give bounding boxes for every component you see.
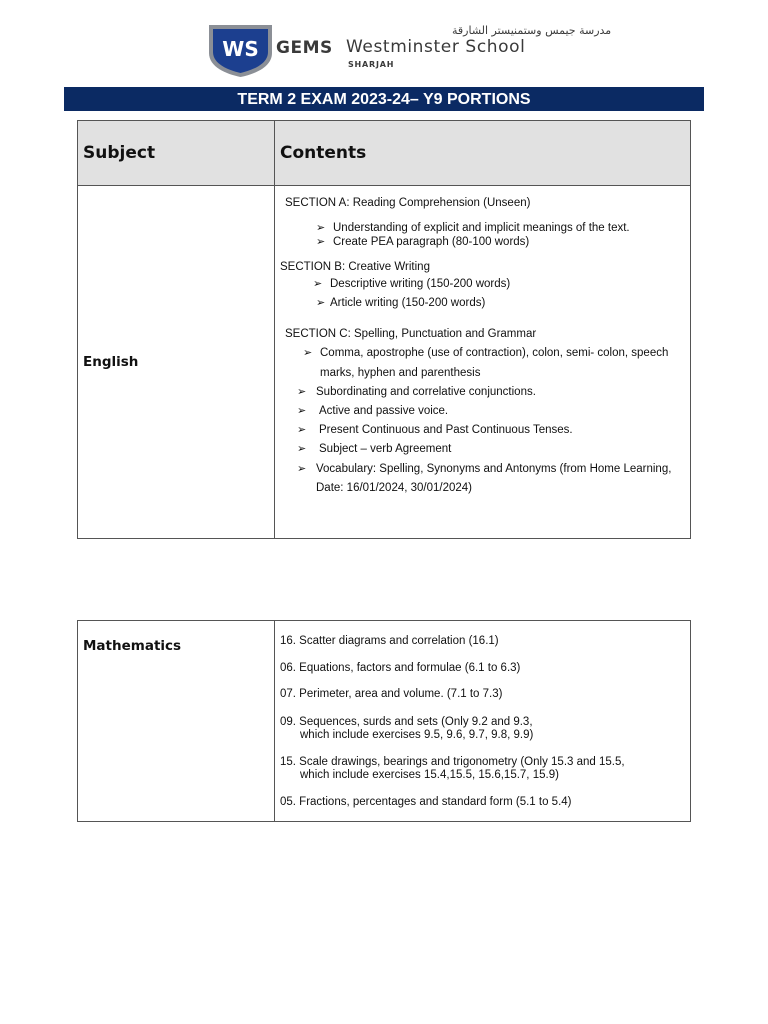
bullet-arrow-icon: ➢ <box>297 386 307 398</box>
topic-item-continuation: which include exercises 9.5, 9.6, 9.7, 9.8, 9.9) <box>300 729 534 741</box>
mathematics-contents <box>275 621 691 822</box>
topic-item: 05. Fractions, percentages and standard form (5.1 to 5.4) <box>280 796 572 808</box>
table-row <box>78 186 691 539</box>
list-item: Present Continuous and Past Continuous Tenses. <box>319 424 573 436</box>
list-item: Vocabulary: Spelling, Synonyms and Antonyms (from Home Learning, <box>316 463 672 475</box>
topic-item: 16. Scatter diagrams and correlation (16.1) <box>280 635 499 647</box>
school-brand: GEMS <box>276 38 333 58</box>
mathematics-portions-table <box>77 620 691 822</box>
school-header <box>0 0 768 86</box>
bullet-arrow-icon: ➢ <box>316 222 326 234</box>
section-c-title: SECTION C: Spelling, Punctuation and Grammar <box>285 328 537 340</box>
list-item: Active and passive voice. <box>319 405 449 417</box>
table-header-row <box>78 121 691 186</box>
list-item: Create PEA paragraph (80-100 words) <box>333 236 530 248</box>
topic-item: 15. Scale drawings, bearings and trigonometry (Only 15.3 and 15.5, <box>280 756 625 768</box>
english-contents <box>275 186 691 539</box>
section-b-title: SECTION B: Creative Writing <box>280 261 430 273</box>
bullet-arrow-icon: ➢ <box>303 347 313 359</box>
list-item: Understanding of explicit and implicit meanings of the text. <box>333 222 630 234</box>
section-a-title: SECTION A: Reading Comprehension (Unseen) <box>285 197 531 209</box>
topic-item: 09. Sequences, surds and sets (Only 9.2 and 9.3, <box>280 716 533 728</box>
school-city: SHARJAH <box>348 60 395 69</box>
list-item-continuation: Date: 16/01/2024, 30/01/2024) <box>316 482 473 494</box>
topic-item: 06. Equations, factors and formulae (6.1 to 6.3) <box>280 662 521 674</box>
topic-item-continuation: which include exercises 15.4,15.5, 15.6,15.7, 15.9) <box>300 769 559 781</box>
subject-mathematics: Mathematics <box>78 621 275 822</box>
school-name-arabic: مدرسة جيمس وستمنيستر الشارقة <box>452 24 612 37</box>
list-item: Article writing (150-200 words) <box>330 297 486 309</box>
crest-letters: WS <box>222 37 259 61</box>
list-item-continuation: marks, hyphen and parenthesis <box>320 367 481 379</box>
bullet-arrow-icon: ➢ <box>297 443 307 455</box>
bullet-arrow-icon: ➢ <box>297 405 307 417</box>
school-name: Westminster School <box>346 37 526 57</box>
document-title: TERM 2 EXAM 2023-24– Y9 PORTIONS <box>64 87 704 111</box>
english-portions-table <box>77 120 691 539</box>
subject-english: English <box>78 186 275 539</box>
bullet-arrow-icon: ➢ <box>297 463 307 475</box>
table-row <box>78 621 691 822</box>
subject-column-header: Subject <box>78 121 275 186</box>
list-item: Comma, apostrophe (use of contraction), colon, semi- colon, speech <box>320 347 669 359</box>
list-item: Subordinating and correlative conjunctions. <box>316 386 536 398</box>
bullet-arrow-icon: ➢ <box>316 297 326 309</box>
school-crest-logo <box>207 23 274 78</box>
list-item: Subject – verb Agreement <box>319 443 452 455</box>
bullet-arrow-icon: ➢ <box>297 424 307 436</box>
bullet-arrow-icon: ➢ <box>316 236 326 248</box>
topic-item: 07. Perimeter, area and volume. (7.1 to 7.3) <box>280 688 503 700</box>
contents-column-header: Contents <box>275 121 691 186</box>
bullet-arrow-icon: ➢ <box>313 278 323 290</box>
list-item: Descriptive writing (150-200 words) <box>330 278 511 290</box>
